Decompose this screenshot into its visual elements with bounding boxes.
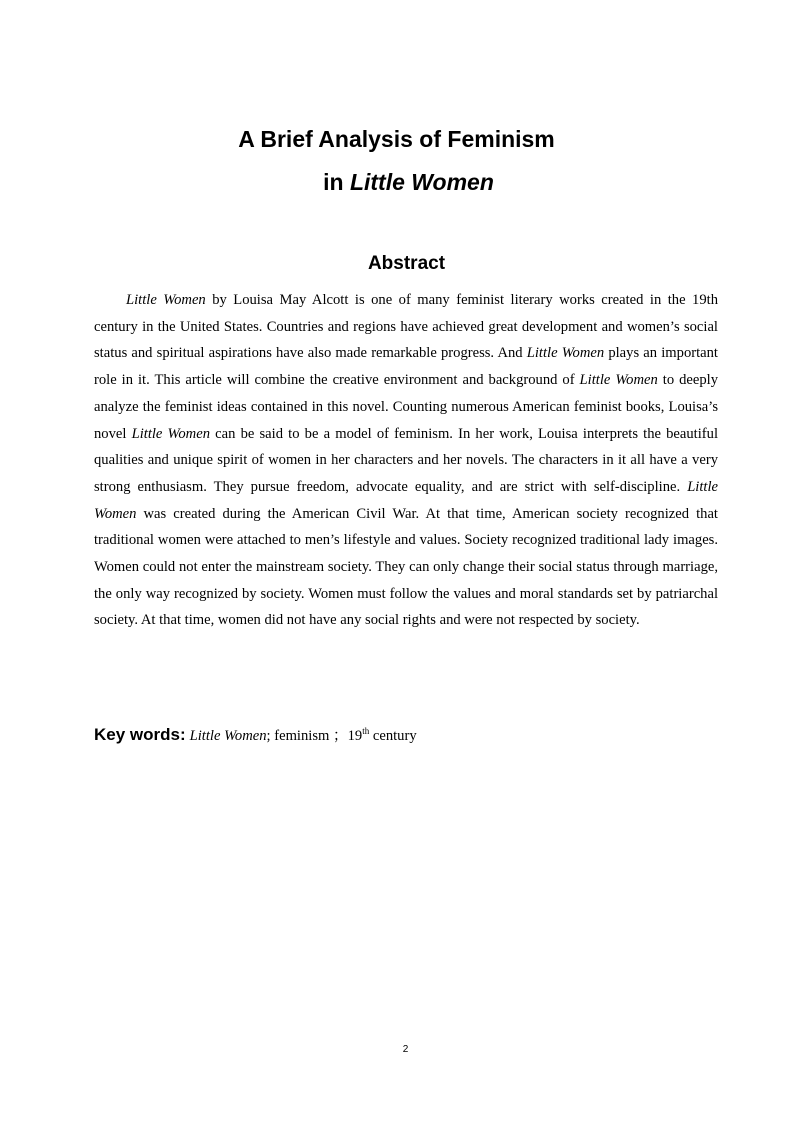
title-line-1: A Brief Analysis of Feminism — [238, 126, 555, 152]
abstract-book-title: Little Women — [131, 425, 210, 442]
abstract-text-run: to deeply analyze the feminist ideas contained in this novel. Counting numerous American feminist books, Louisa’s novel — [94, 372, 718, 442]
title-book-name: Little Women — [349, 169, 494, 195]
abstract-book-title: Little Women — [94, 478, 718, 522]
abstract-text-run: by Louisa May Alcott is one of many feminist literary works created in the 19th century in the United States. Countries and regions have achieved great development and women’s social status and spiritual aspirations have also made remarkable progress. And — [94, 292, 719, 362]
abstract-text-run: can be said to be a model of feminism. In her work, Louisa interprets the beautiful qualities and unique spirit of women in her characters and her novels. The characters in it all have a very strong enthusiasm. They pursue freedom, advocate equality, and are strict with self-discipline. — [94, 425, 719, 495]
title-line-2 — [12, 168, 793, 196]
abstract-text-run: was created during the American Civil War. At that time, American society recognized that traditional women were attached to men’s lifestyle and values. Society recognized traditional lady images. Women could not enter the mainstream society. They can only change their social status through marriage, the only way recognized by society. Women must follow the values and moral standards set by patriarchal society. At that time, women did not have any social rights and were not respected by society. — [94, 505, 718, 629]
abstract-heading: Abstract — [367, 253, 446, 274]
keyword-little-women: Little Women — [189, 728, 267, 744]
abstract-book-title: Little Women — [126, 292, 206, 308]
abstract-body — [94, 287, 718, 634]
keyword-separator-feminism: ; feminism ；19 — [266, 728, 363, 744]
keyword-ordinal-suffix: th — [362, 726, 370, 737]
keywords-label: Key words: — [94, 725, 186, 744]
keyword-century: century — [369, 728, 417, 744]
title-line-2-prefix: in — [323, 169, 350, 195]
keywords-line — [94, 722, 718, 749]
abstract-book-title: Little Women — [526, 345, 605, 362]
page-number: 2 — [402, 1044, 409, 1055]
abstract-text-run: plays an important role in it. This article will combine the creative environment and background of — [94, 345, 718, 389]
abstract-book-title: Little Women — [579, 372, 658, 389]
